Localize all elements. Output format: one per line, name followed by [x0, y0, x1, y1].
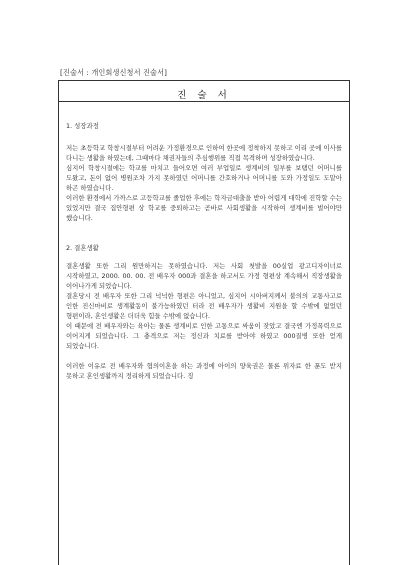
paragraph: 이러한 환경에서 가까스로 고등학교를 졸업한 후에는 학자금대출을 받아 어렵게 대학에 진학할 수는 있었지만 결국 집안형편 상 학교를 중퇴하고는 곧바로 사회생활을 시작하여 생계비를 벌어야만 했습니다.	[66, 194, 342, 222]
paragraph: 저는 초등학교 학창시절부터 어려운 가정환경으로 인하여 한곳에 정착하지 못하고 이리 곳에 이사를 다니는 생활을 하였는데, 그때마다 채권자들의 추심행위를 직접 목격하며 성장하였습니다.	[66, 144, 342, 162]
section-marriage	[66, 243, 342, 381]
section-heading: 2. 결혼생활	[66, 244, 99, 252]
title-divider	[59, 101, 349, 102]
page-title: 진 술 서	[177, 90, 231, 101]
statement-body	[66, 121, 342, 393]
paragraph: 결혼생활 또한 그리 원만하지는 못하였습니다. 저는 사회 첫발을 00실업 광고디자이너로 시작하였고, 2000. 00. 00. 전 배우자 000과 결혼을 하고서도 가정 형편상 계속해서 직장생활을 이어나가게 되었습니다.	[66, 262, 342, 290]
section-heading: 1. 성장과정	[66, 122, 99, 130]
paragraph: 심지어 학창시절에는 학교를 마치고 들어오면 여러 부업일로 생계비의 일부를 보탬던 어머니를 도왔고, 돈이 없어 병원조차 가지 못하였던 어머니를 간호하거나 어머니를 도와 가정일도 도맡아 하곤 하였습니다.	[66, 164, 342, 192]
paragraph: 이러한 이유로 전 배우자와 협의이혼을 하는 과정에 아이의 양육권은 물론 위자료 한 푼도 받지 못하고 혼인생활까지 정리하게 되었습니다. 징	[66, 362, 342, 380]
statement-frame	[58, 80, 350, 565]
paragraph: 이 때문에 전 배우자와는 육아는 물론 생계비로 인한 고통으로 싸움이 잦았고 결국엔 가정폭력으로 이어지게 되었습니다. 그 충격으로 저는 정신과 치료를 받아야 하였고 000질병 또한 얻게 되었습니다.	[66, 322, 342, 350]
paragraph: 결혼당시 전 배우자 또한 그리 넉넉한 형편은 아니었고, 심지어 시아버지께서 불의의 교통사고로 인한 진신마비로 생계활동이 불가능하였던 터라 전 배우자가 생활비 지원을 할 수밖에 없었던 형편이라, 혼인생활은 더더욱 힘들 수밖에 없습니다.	[66, 292, 342, 320]
section-growth	[66, 121, 342, 223]
document-label: [진술서 : 개인회생신청서 진술서]	[60, 68, 168, 77]
